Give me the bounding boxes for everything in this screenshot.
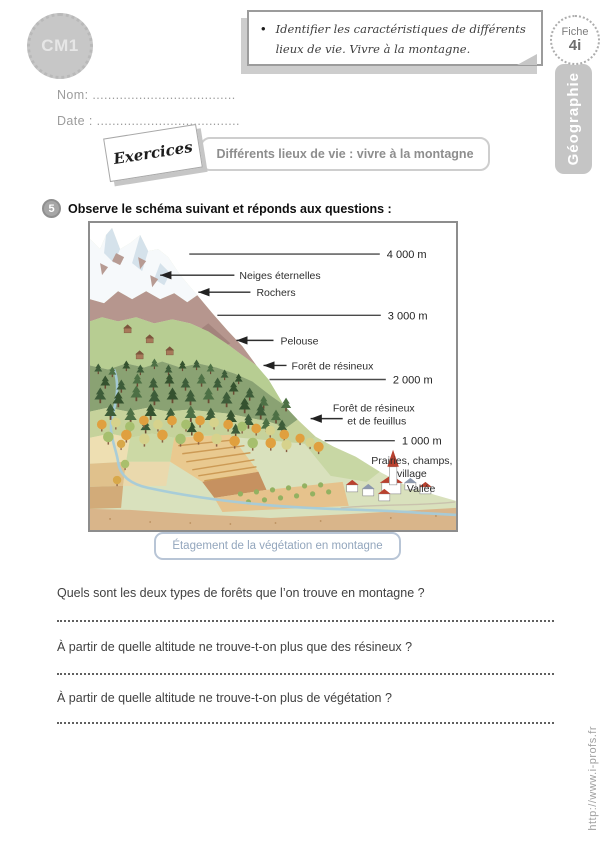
label-prairies-line2: village	[396, 467, 427, 480]
label-pelouse: Pelouse	[280, 335, 319, 348]
question-3: À partir de quelle altitude ne trouve-t-on plus de végétation ?	[57, 691, 392, 705]
altitude-3000: 3 000 m	[387, 310, 428, 323]
altitude-1000: 1 000 m	[401, 435, 442, 448]
bullet-icon: •	[261, 21, 266, 36]
name-label: Nom:	[57, 88, 89, 102]
fiche-label: Fiche	[561, 25, 589, 38]
objective-text: Identifier les caractéristiques de différents lieux de vie. Vivre à la montagne.	[275, 22, 526, 57]
subject-banner-label: Géographie	[565, 72, 582, 166]
exercise-number-badge: 5	[42, 199, 61, 218]
fiche-number: 4i	[568, 36, 582, 54]
subject-banner	[555, 64, 592, 174]
name-dotted-line: .....................................	[92, 88, 236, 102]
fiche-badge	[550, 15, 600, 65]
date-dotted-line: .....................................	[96, 114, 240, 128]
altitude-4000: 4 000 m	[386, 249, 427, 262]
worksheet-title: Différents lieux de vie : vivre à la montagne	[200, 137, 490, 171]
mountain-diagram	[88, 221, 458, 532]
date-field	[57, 114, 240, 128]
question-1: Quels sont les deux types de forêts que l’on trouve en montagne ?	[57, 586, 425, 600]
name-field	[57, 88, 236, 102]
question-2: À partir de quelle altitude ne trouve-t-on plus que des résineux ?	[57, 640, 413, 654]
exercise-instruction: Observe le schéma suivant et réponds aux questions :	[68, 202, 392, 216]
label-rochers: Rochers	[256, 287, 296, 300]
label-vallee: Vallée	[406, 482, 436, 495]
answer-line-2	[57, 673, 554, 675]
exercices-note	[103, 124, 203, 182]
exercices-label: Exercices	[112, 137, 194, 169]
objective-box	[247, 10, 543, 66]
label-prairies-line1: Prairies, champs,	[371, 454, 453, 467]
altitude-2000: 2 000 m	[392, 374, 433, 387]
label-neiges-eternelles: Neiges éternelles	[239, 270, 321, 283]
answer-line-1	[57, 620, 554, 622]
page-fold-corner	[517, 54, 537, 65]
answer-line-3	[57, 722, 554, 724]
grade-level-label: CM1	[41, 36, 79, 55]
grade-level-badge	[27, 13, 93, 79]
label-foret-mixte-line2: et de feuillus	[347, 415, 407, 428]
website-url: http://www.i-profs.fr	[587, 725, 599, 831]
diagram-caption: Étagement de la végétation en montagne	[154, 532, 401, 560]
mountain-diagram-svg	[90, 223, 456, 530]
label-foret-mixte-line1: Forêt de résineux	[332, 402, 415, 415]
date-label: Date :	[57, 114, 93, 128]
label-foret-resineux: Forêt de résineux	[291, 360, 374, 373]
